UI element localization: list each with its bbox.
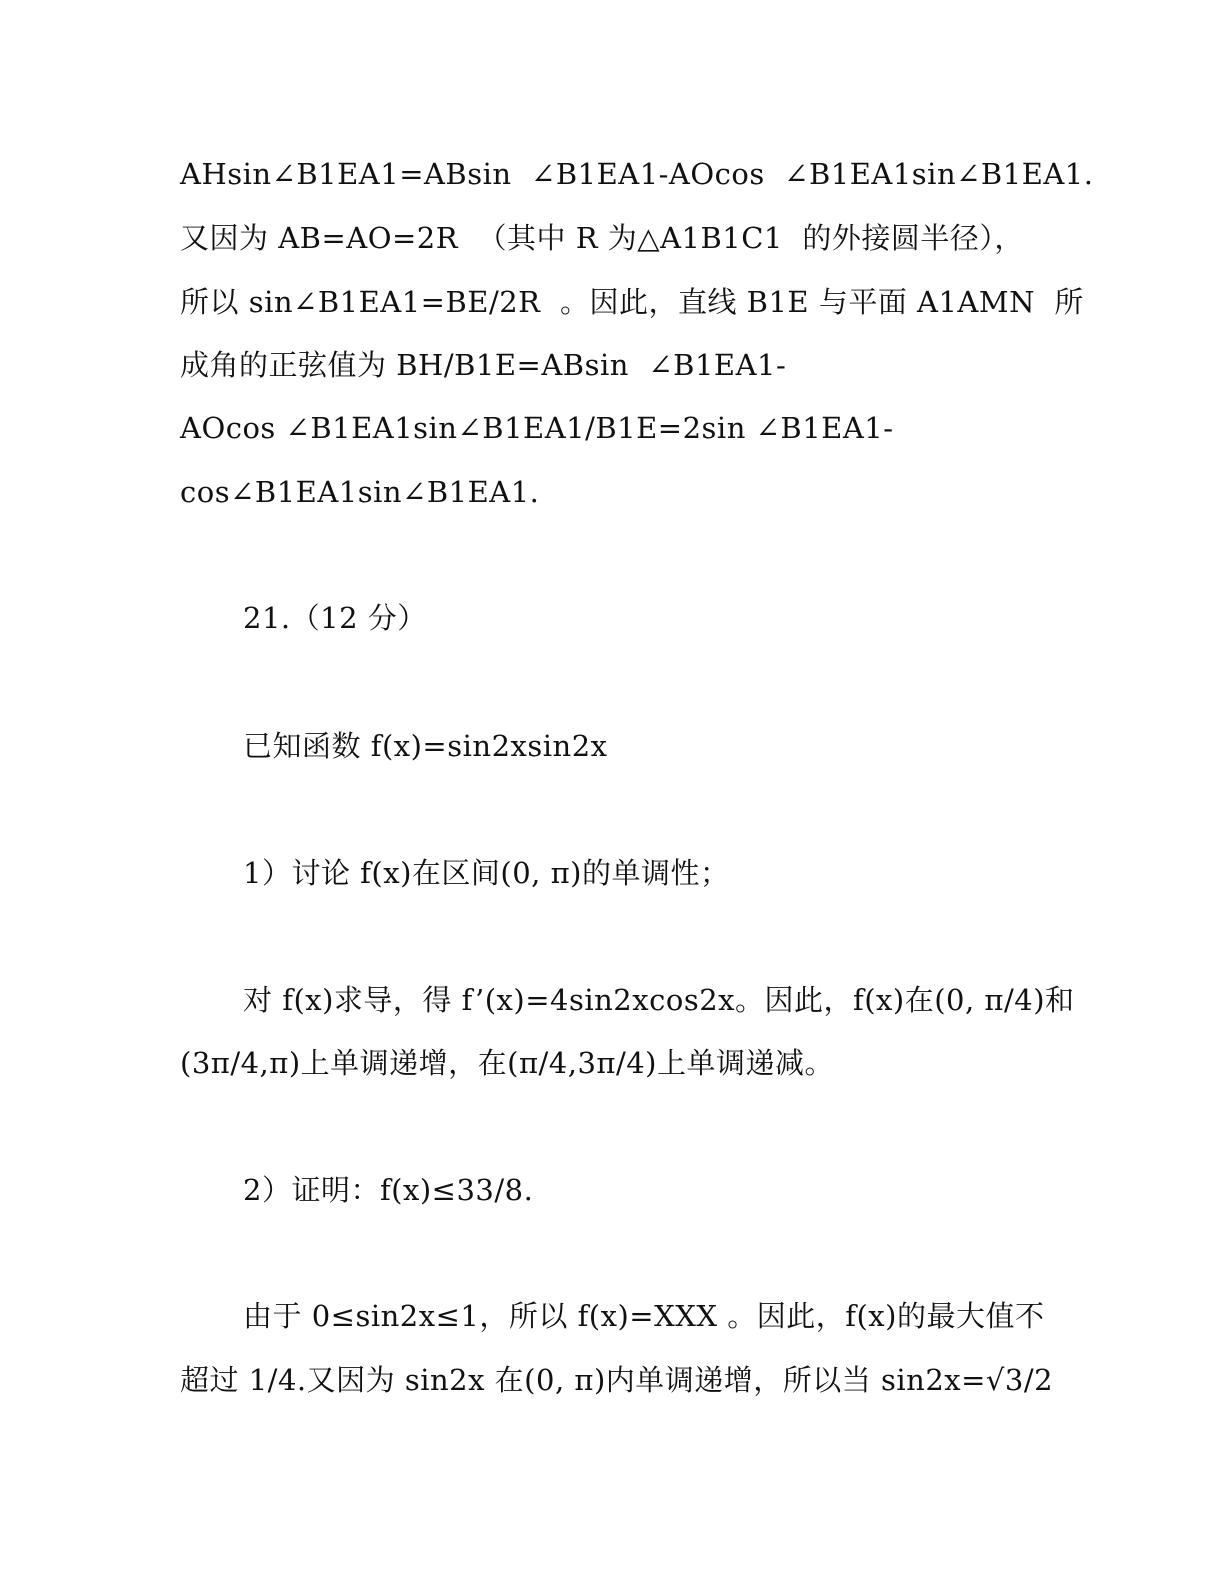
problem-heading: 21.（12 分） [243, 601, 427, 635]
text-line: AOcos ∠B1EA1sin∠B1EA1/B1E=2sin ∠B1EA1- [180, 411, 894, 445]
text-line: AHsin∠B1EA1=ABsin ∠B1EA1-AOcos ∠B1EA1sin∠B1EA1. [180, 157, 1094, 191]
text-line: 2）证明：f(x)≤33/8. [243, 1173, 534, 1207]
text-line: 又因为 AB=AO=2R （其中 R 为△A1B1C1 的外接圆半径）， [180, 221, 1024, 255]
text-line: 成角的正弦值为 BH/B1E=ABsin ∠B1EA1- [180, 348, 787, 382]
text-line: cos∠B1EA1sin∠B1EA1. [180, 475, 540, 509]
text-line: 所以 sin∠B1EA1=BE/2R 。因此，直线 B1E 与平面 A1AMN 所 [180, 285, 1084, 319]
text-line: 由于 0≤sin2x≤1，所以 f(x)=XXX 。因此，f(x)的最大值不 [243, 1299, 1045, 1333]
text-line: 对 f(x)求导，得 f’(x)=4sin2xcos2x。因此，f(x)在(0, π/4)和 [243, 983, 1075, 1017]
text-line: 1）讨论 f(x)在区间(0, π)的单调性； [243, 856, 730, 890]
text-line: 已知函数 f(x)=sin2xsin2x [243, 729, 608, 763]
text-line: (3π/4,π)上单调递增，在(π/4,3π/4)上单调递减。 [180, 1046, 834, 1080]
text-line: 超过 1/4.又因为 sin2x 在(0, π)内单调递增，所以当 sin2x=√3/2 [180, 1363, 1054, 1397]
